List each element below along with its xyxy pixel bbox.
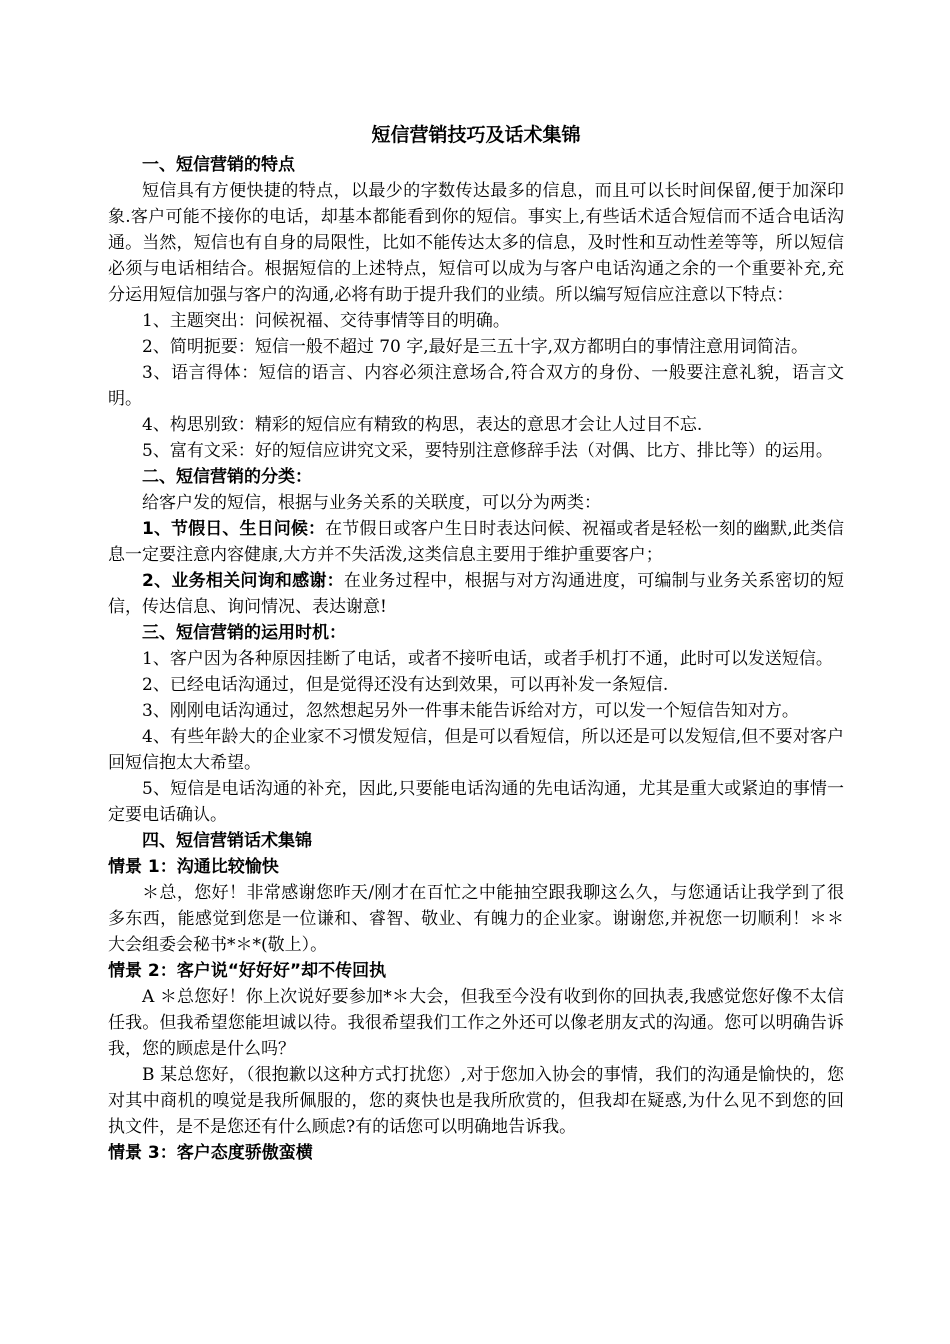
section-2-heading: 二、短信营销的分类： xyxy=(142,467,312,487)
section-1-item: 4、构思别致：精彩的短信应有精致的构思，表达的意思才会让人过目不忘. xyxy=(142,415,703,435)
section-2-intro: 给客户发的短信，根据与业务关系的关联度，可以分为两类： xyxy=(142,493,601,513)
scenario-2-title: 情景 2：客户说“好好好”却不传回执 xyxy=(108,961,387,981)
item-text: 在业务过程中，根据与对方沟通进度，可编制与业务关系密切的短信，传达信息、询问情况、表达谢意! xyxy=(108,571,845,617)
scenario-3-title: 情景 3：客户态度骄傲蛮横 xyxy=(108,1143,313,1163)
document-page xyxy=(108,120,844,1166)
item-lead: 1、节假日、生日问候： xyxy=(142,519,326,539)
section-1-item: 2、简明扼要：短信一般不超过 70 字,最好是三五十字,双方都明白的事情注意用词简洁。 xyxy=(142,337,809,357)
item-lead: 2、业务相关问询和感谢： xyxy=(142,571,344,591)
scenario-1-text: ＊总，您好！非常感谢您昨天/刚才在百忙之中能抽空跟我聊这么久，与您通话让我学到了很多东西，能感觉到您是一位谦和、睿智、敬业、有魄力的企业家。谢谢您,并祝您一切顺利！＊＊大会组委会秘书*＊*(敬上）。 xyxy=(108,883,844,955)
section-4-heading: 四、短信营销话术集锦 xyxy=(142,831,312,851)
item-text: 在节假日或客户生日时表达问候、祝福或者是轻松一刻的幽默,此类信息一定要注意内容健康,大方并不失活泼,这类信息主要用于维护重要客户； xyxy=(108,519,844,565)
scenario-2-text-b: B 某总您好，（很抱歉以这种方式打扰您）,对于您加入协会的事情，我们的沟通是愉快的，您对其中商机的嗅觉是我所佩服的，您的爽快也是我所欣赏的，但我却在疑惑,为什么见不到您的回执文件，是不是您还有什么顾虑?有的话您可以明确地告诉我。 xyxy=(108,1065,844,1137)
scenario-2-text-a: A ＊总您好！你上次说好要参加*＊大会，但我至今没有收到你的回执表,我感觉您好像不太信任我。但我希望您能坦诚以待。我很希望我们工作之外还可以像老朋友式的沟通。您可以明确告诉我，您的顾虑是什么吗？ xyxy=(108,987,844,1059)
section-3-item: 3、刚刚电话沟通过，忽然想起另外一件事未能告诉给对方，可以发一个短信告知对方。 xyxy=(142,701,799,721)
section-2-item-business xyxy=(108,568,844,620)
section-3-item: 5、短信是电话沟通的补充，因此,只要能电话沟通的先电话沟通，尤其是重大或紧迫的事情一定要电话确认。 xyxy=(108,779,844,825)
section-1-intro: 短信具有方便快捷的特点，以最少的字数传达最多的信息，而且可以长时间保留,便于加深印象.客户可能不接你的电话，却基本都能看到你的短信。事实上,有些话术适合短信而不适合电话沟通。当然，短信也有自身的局限性，比如不能传达太多的信息，及时性和互动性差等等，所以短信必须与电话相结合。根据短信的上述特点，短信可以成为与客户电话沟通之余的一个重要补充,充分运用短信加强与客户的沟通,必将有助于提升我们的业绩。所以编写短信应注意以下特点： xyxy=(108,181,844,305)
section-1-heading: 一、短信营销的特点 xyxy=(142,155,295,175)
section-3-item: 4、有些年龄大的企业家不习惯发短信，但是可以看短信，所以还是可以发短信,但不要对客户回短信抱太大希望。 xyxy=(108,727,844,773)
section-1-item: 1、主题突出：问候祝福、交待事情等目的明确。 xyxy=(142,311,510,331)
section-1-item: 5、富有文采：好的短信应讲究文采，要特别注意修辞手法（对偶、比方、排比等）的运用。 xyxy=(142,441,833,461)
section-1-item: 3、语言得体：短信的语言、内容必须注意场合,符合双方的身份、一般要注意礼貌，语言文明。 xyxy=(108,363,844,409)
section-3-item: 2、已经电话沟通过，但是觉得还没有达到效果，可以再补发一条短信. xyxy=(142,675,669,695)
scenario-1-title: 情景 1：沟通比较愉快 xyxy=(108,857,279,877)
section-3-item: 1、客户因为各种原因挂断了电话，或者不接听电话，或者手机打不通，此时可以发送短信。 xyxy=(142,649,833,669)
section-2-item-holiday xyxy=(108,516,844,568)
document-title: 短信营销技巧及话术集锦 xyxy=(371,124,581,146)
section-3-heading: 三、短信营销的运用时机： xyxy=(142,623,346,643)
